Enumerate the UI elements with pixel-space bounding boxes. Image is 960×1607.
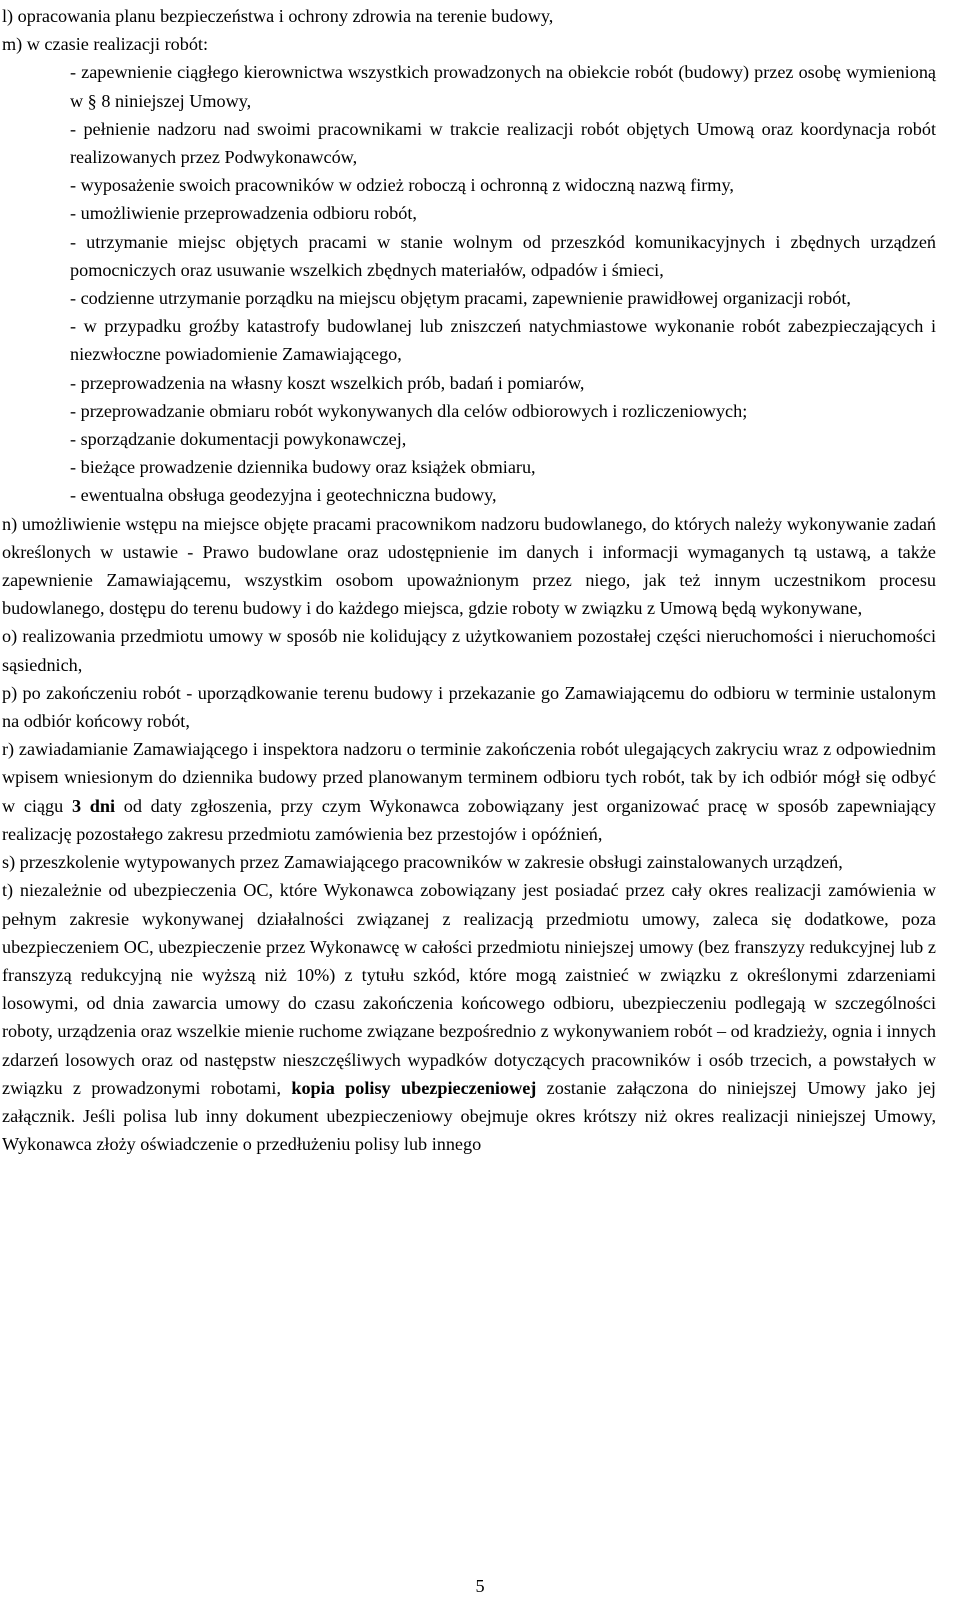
list-item: - w przypadku groźby katastrofy budowlanej lub zniszczeń natychmiastowe wykonanie robót zabezpieczających i niezwłoczne powiadomienie Zamawiającego, bbox=[70, 316, 936, 365]
list-item: - przeprowadzanie obmiaru robót wykonywanych dla celów odbiorowych i rozliczeniowych; bbox=[70, 400, 748, 421]
clause-r-text-end: od daty zgłoszenia, przy czym Wykonawca zobowiązany jest organizować pracę w sposób zapewniający realizację pozostałego zakresu przedmiotu zamówienia bez przestojów i opóźnień, bbox=[2, 795, 936, 844]
clause-r-bold: 3 dni bbox=[71, 795, 116, 816]
clause-t-bold: kopia polisy ubezpieczeniowej bbox=[291, 1077, 537, 1098]
list-item: - zapewnienie ciągłego kierownictwa wszystkich prowadzonych na obiekcie robót (budowy) przez osobę wymienioną w § 8 niniejszej Umowy, bbox=[70, 62, 936, 111]
page-number: 5 bbox=[475, 1576, 485, 1596]
clause-s: s) przeszkolenie wytypowanych przez Zamawiającego pracowników w zakresie obsługi zainstalowanych urządzeń, bbox=[2, 852, 843, 873]
list-item: - bieżące prowadzenie dziennika budowy oraz książek obmiaru, bbox=[70, 457, 536, 478]
list-item: - pełnienie nadzoru nad swoimi pracownikami w trakcie realizacji robót objętych Umową oraz koordynacja robót realizowanych przez Podwykonawców, bbox=[70, 118, 936, 168]
list-item: - przeprowadzenia na własny koszt wszelkich prób, badań i pomiarów, bbox=[70, 372, 585, 393]
clause-t-text-end: zostanie załączona do niniejszej Umowy jako jej załącznik. Jeśli polisa lub inny dokument ubezpieczeniowy obejmuje okres krótszy niż okres realizacji niniejszej Umowy, Wykonawca złoży oświadczenie o przedłużeniu polisy lub innego bbox=[2, 1077, 936, 1155]
clause-o: o) realizowania przedmiotu umowy w sposób nie kolidujący z użytkowaniem pozostałej części nieruchomości i nieruchomości sąsiednich, bbox=[2, 626, 936, 675]
clause-r-text: r) zawiadamianie Zamawiającego i inspektora nadzoru o terminie zakończenia robót ulegających zakryciu wraz z odpowiednim wpisem wniesionym do dziennika budowy przed planowanym terminem odbioru tych robót, tak by ich odbiór mógł się odbyć w ciągu bbox=[2, 739, 936, 816]
list-item: - umożliwienie przeprowadzenia odbioru robót, bbox=[70, 203, 417, 224]
list-item: - utrzymanie miejsc objętych pracami w stanie wolnym od przeszkód komunikacyjnych i zbędnych urządzeń pomocniczych oraz usuwanie wszelkich zbędnych materiałów, odpadów i śmieci, bbox=[70, 231, 936, 280]
clause-t bbox=[2, 876, 936, 1158]
clause-m-subitems bbox=[2, 58, 936, 509]
list-item: - ewentualna obsługa geodezyjna i geotechniczna budowy, bbox=[70, 485, 497, 506]
list-item: - sporządzanie dokumentacji powykonawczej, bbox=[70, 429, 407, 450]
list-item: - codzienne utrzymanie porządku na miejscu objętym pracami, zapewnienie prawidłowej organizacji robót, bbox=[70, 288, 851, 309]
document-page bbox=[2, 2, 936, 1158]
clause-l: l) opracowania planu bezpieczeństwa i ochrony zdrowia na terenie budowy, bbox=[2, 6, 554, 26]
clause-n: n) umożliwienie wstępu na miejsce objęte pracami pracownikom nadzoru budowlanego, do których należy wykonywanie zadań określonych w ustawie - Prawo budowlane oraz udostępnienie im danych i informacji wymaganych tą ustawą, a także zapewnienie Zamawiającemu, wszystkim osobom upoważnionym przez niego, jak też innym uczestnikom procesu budowlanego, dostępu do terenu budowy i do każdego miejsca, gdzie roboty w związku z Umową będą wykonywane, bbox=[2, 513, 936, 619]
clause-t-text: t) niezależnie od ubezpieczenia OC, które Wykonawca zobowiązany jest posiadać przez cały okres realizacji zamówienia w pełnym zakresie wykonywanej działalności związanej z realizacją przedmiotu umowy, zaleca się dodatkowe, poza ubezpieczeniem OC, ubezpieczenie przez Wykonawcę w całości przedmiotu niniejszej umowy (bez franszyzy redukcyjnej lub z franszyzą redukcyjną nie wyższą niż 10%) z tytułu szkód, które mogą zaistnieć w związku z określonymi zdarzeniami losowymi, od dnia zawarcia umowy do czasu zakończenia końcowego odbioru, ubezpieczeniu podlegają w szczególności roboty, urządzenia oraz wszelkie mienie ruchome związane bezpośrednio z wykonywaniem robót – od kradzieży, ognia i innych zdarzeń losowych oraz od następstw nieszczęśliwych wypadków dotyczących pracowników i osób trzecich, a powstałych w związku z prowadzonymi robotami, bbox=[2, 880, 936, 1098]
clause-m: m) w czasie realizacji robót: bbox=[2, 34, 209, 55]
clause-p: p) po zakończeniu robót - uporządkowanie terenu budowy i przekazanie go Zamawiającemu do odbioru w terminie ustalonym na odbiór końcowy robót, bbox=[2, 682, 936, 732]
clause-r bbox=[2, 735, 936, 848]
list-item: - wyposażenie swoich pracowników w odzież roboczą i ochronną z widoczną nazwą firmy, bbox=[70, 175, 734, 196]
